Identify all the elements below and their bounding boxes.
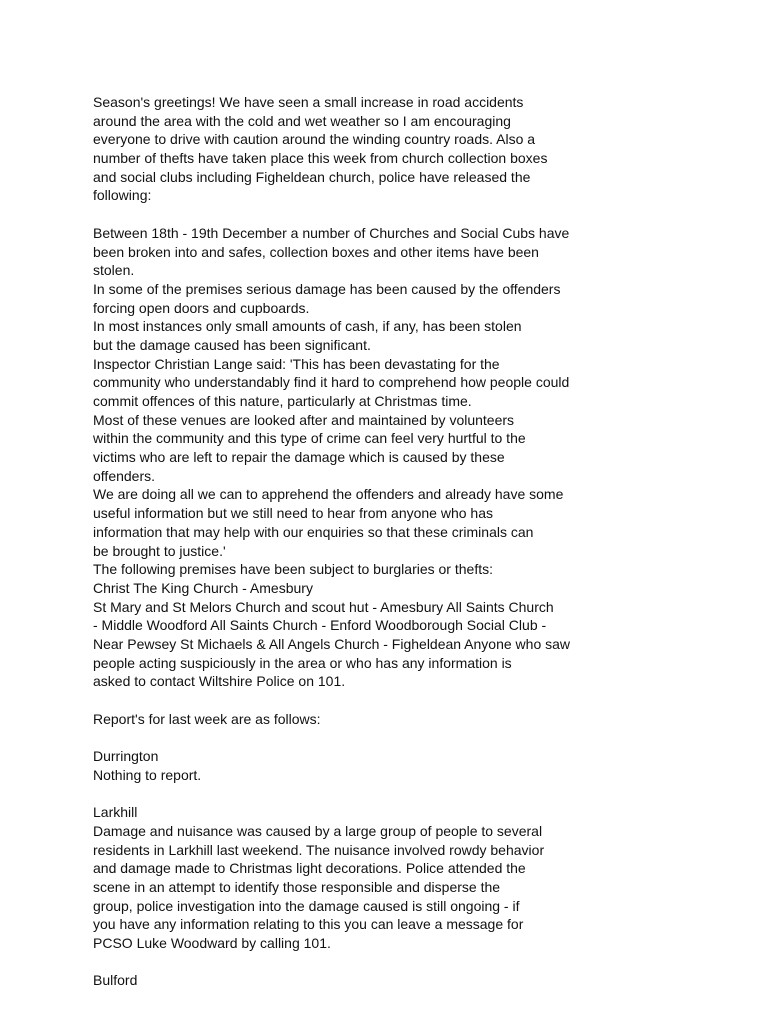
paragraph-gap [93, 784, 753, 803]
text-line: PCSO Luke Woodward by calling 101. [93, 934, 331, 951]
text-line: victims who are left to repair the damage which is caused by these [93, 449, 505, 466]
reports-intro: Report's for last week are as follows: [93, 710, 321, 727]
paragraph-gap [93, 953, 753, 972]
text-line: useful information but we still need to hear from anyone who has [93, 505, 494, 522]
text-line: number of thefts have taken place this week from church collection boxes [93, 150, 548, 167]
text-line: everyone to drive with caution around the winding country roads. Also a [93, 131, 536, 148]
text-line: but the damage caused has been significant. [93, 336, 371, 353]
text-line: Near Pewsey St Michaels & All Angels Church - Figheldean Anyone who saw [93, 635, 571, 652]
section-heading: Larkhill [93, 804, 138, 821]
text-line: We are doing all we can to apprehend the offenders and already have some [93, 486, 564, 503]
text-line: Between 18th - 19th December a number of Churches and Social Cubs have [93, 224, 570, 241]
text-line: scene in an attempt to identify those responsible and disperse the [93, 878, 501, 895]
text-line: In some of the premises serious damage has been caused by the offenders [93, 280, 561, 297]
text-line: people acting suspiciously in the area or who has any information is [93, 654, 512, 671]
police-release-paragraph [93, 224, 753, 691]
document-page [93, 93, 753, 990]
section-heading: Durrington [93, 748, 159, 765]
text-line: St Mary and St Melors Church and scout hut - Amesbury All Saints Church [93, 598, 554, 615]
text-line: and damage made to Christmas light decorations. Police attended the [93, 860, 526, 877]
section-heading: Bulford [93, 972, 138, 989]
text-line: within the community and this type of crime can feel very hurtful to the [93, 430, 526, 447]
bulford-section [93, 971, 753, 990]
text-line: commit offences of this nature, particularly at Christmas time. [93, 393, 472, 409]
text-line: group, police investigation into the damage caused is still ongoing - if [93, 897, 520, 914]
text-line: around the area with the cold and wet weather so I am encouraging [93, 112, 511, 129]
text-line: residents in Larkhill last weekend. The nuisance involved rowdy behavior [93, 841, 545, 858]
text-line: information that may help with our enquiries so that these criminals can [93, 523, 534, 540]
larkhill-section [93, 803, 753, 953]
text-line: be brought to justice.' [93, 542, 226, 559]
text-line: Season's greetings! We have seen a small increase in road accidents [93, 94, 524, 110]
text-line: Nothing to report. [93, 766, 202, 783]
text-line: offenders. [93, 467, 156, 484]
text-line: been broken into and safes, collection boxes and other items have been [93, 243, 539, 260]
paragraph-gap [93, 691, 753, 710]
paragraph-gap [93, 205, 753, 224]
text-line: Most of these venues are looked after and maintained by volunteers [93, 411, 515, 428]
text-line: you have any information relating to this you can leave a message for [93, 916, 524, 933]
text-line: Christ The King Church - Amesbury [93, 579, 313, 596]
durrington-section [93, 747, 753, 784]
text-line: forcing open doors and cupboards. [93, 299, 310, 316]
text-line: stolen. [93, 262, 135, 279]
text-line: In most instances only small amounts of cash, if any, has been stolen [93, 318, 522, 335]
paragraph-gap [93, 728, 753, 747]
text-line: and social clubs including Figheldean church, police have released the [93, 168, 531, 185]
text-line: - Middle Woodford All Saints Church - Enford Woodborough Social Club - [93, 617, 547, 634]
intro-paragraph [93, 93, 753, 205]
text-line: Inspector Christian Lange said: 'This has been devastating for the [93, 355, 500, 372]
text-line: Damage and nuisance was caused by a large group of people to several [93, 822, 543, 839]
text-line: community who understandably find it hard to comprehend how people could [93, 374, 570, 391]
text-line: The following premises have been subject to burglaries or thefts: [93, 561, 493, 578]
text-line: following: [93, 187, 152, 204]
text-line: asked to contact Wiltshire Police on 101. [93, 673, 346, 690]
